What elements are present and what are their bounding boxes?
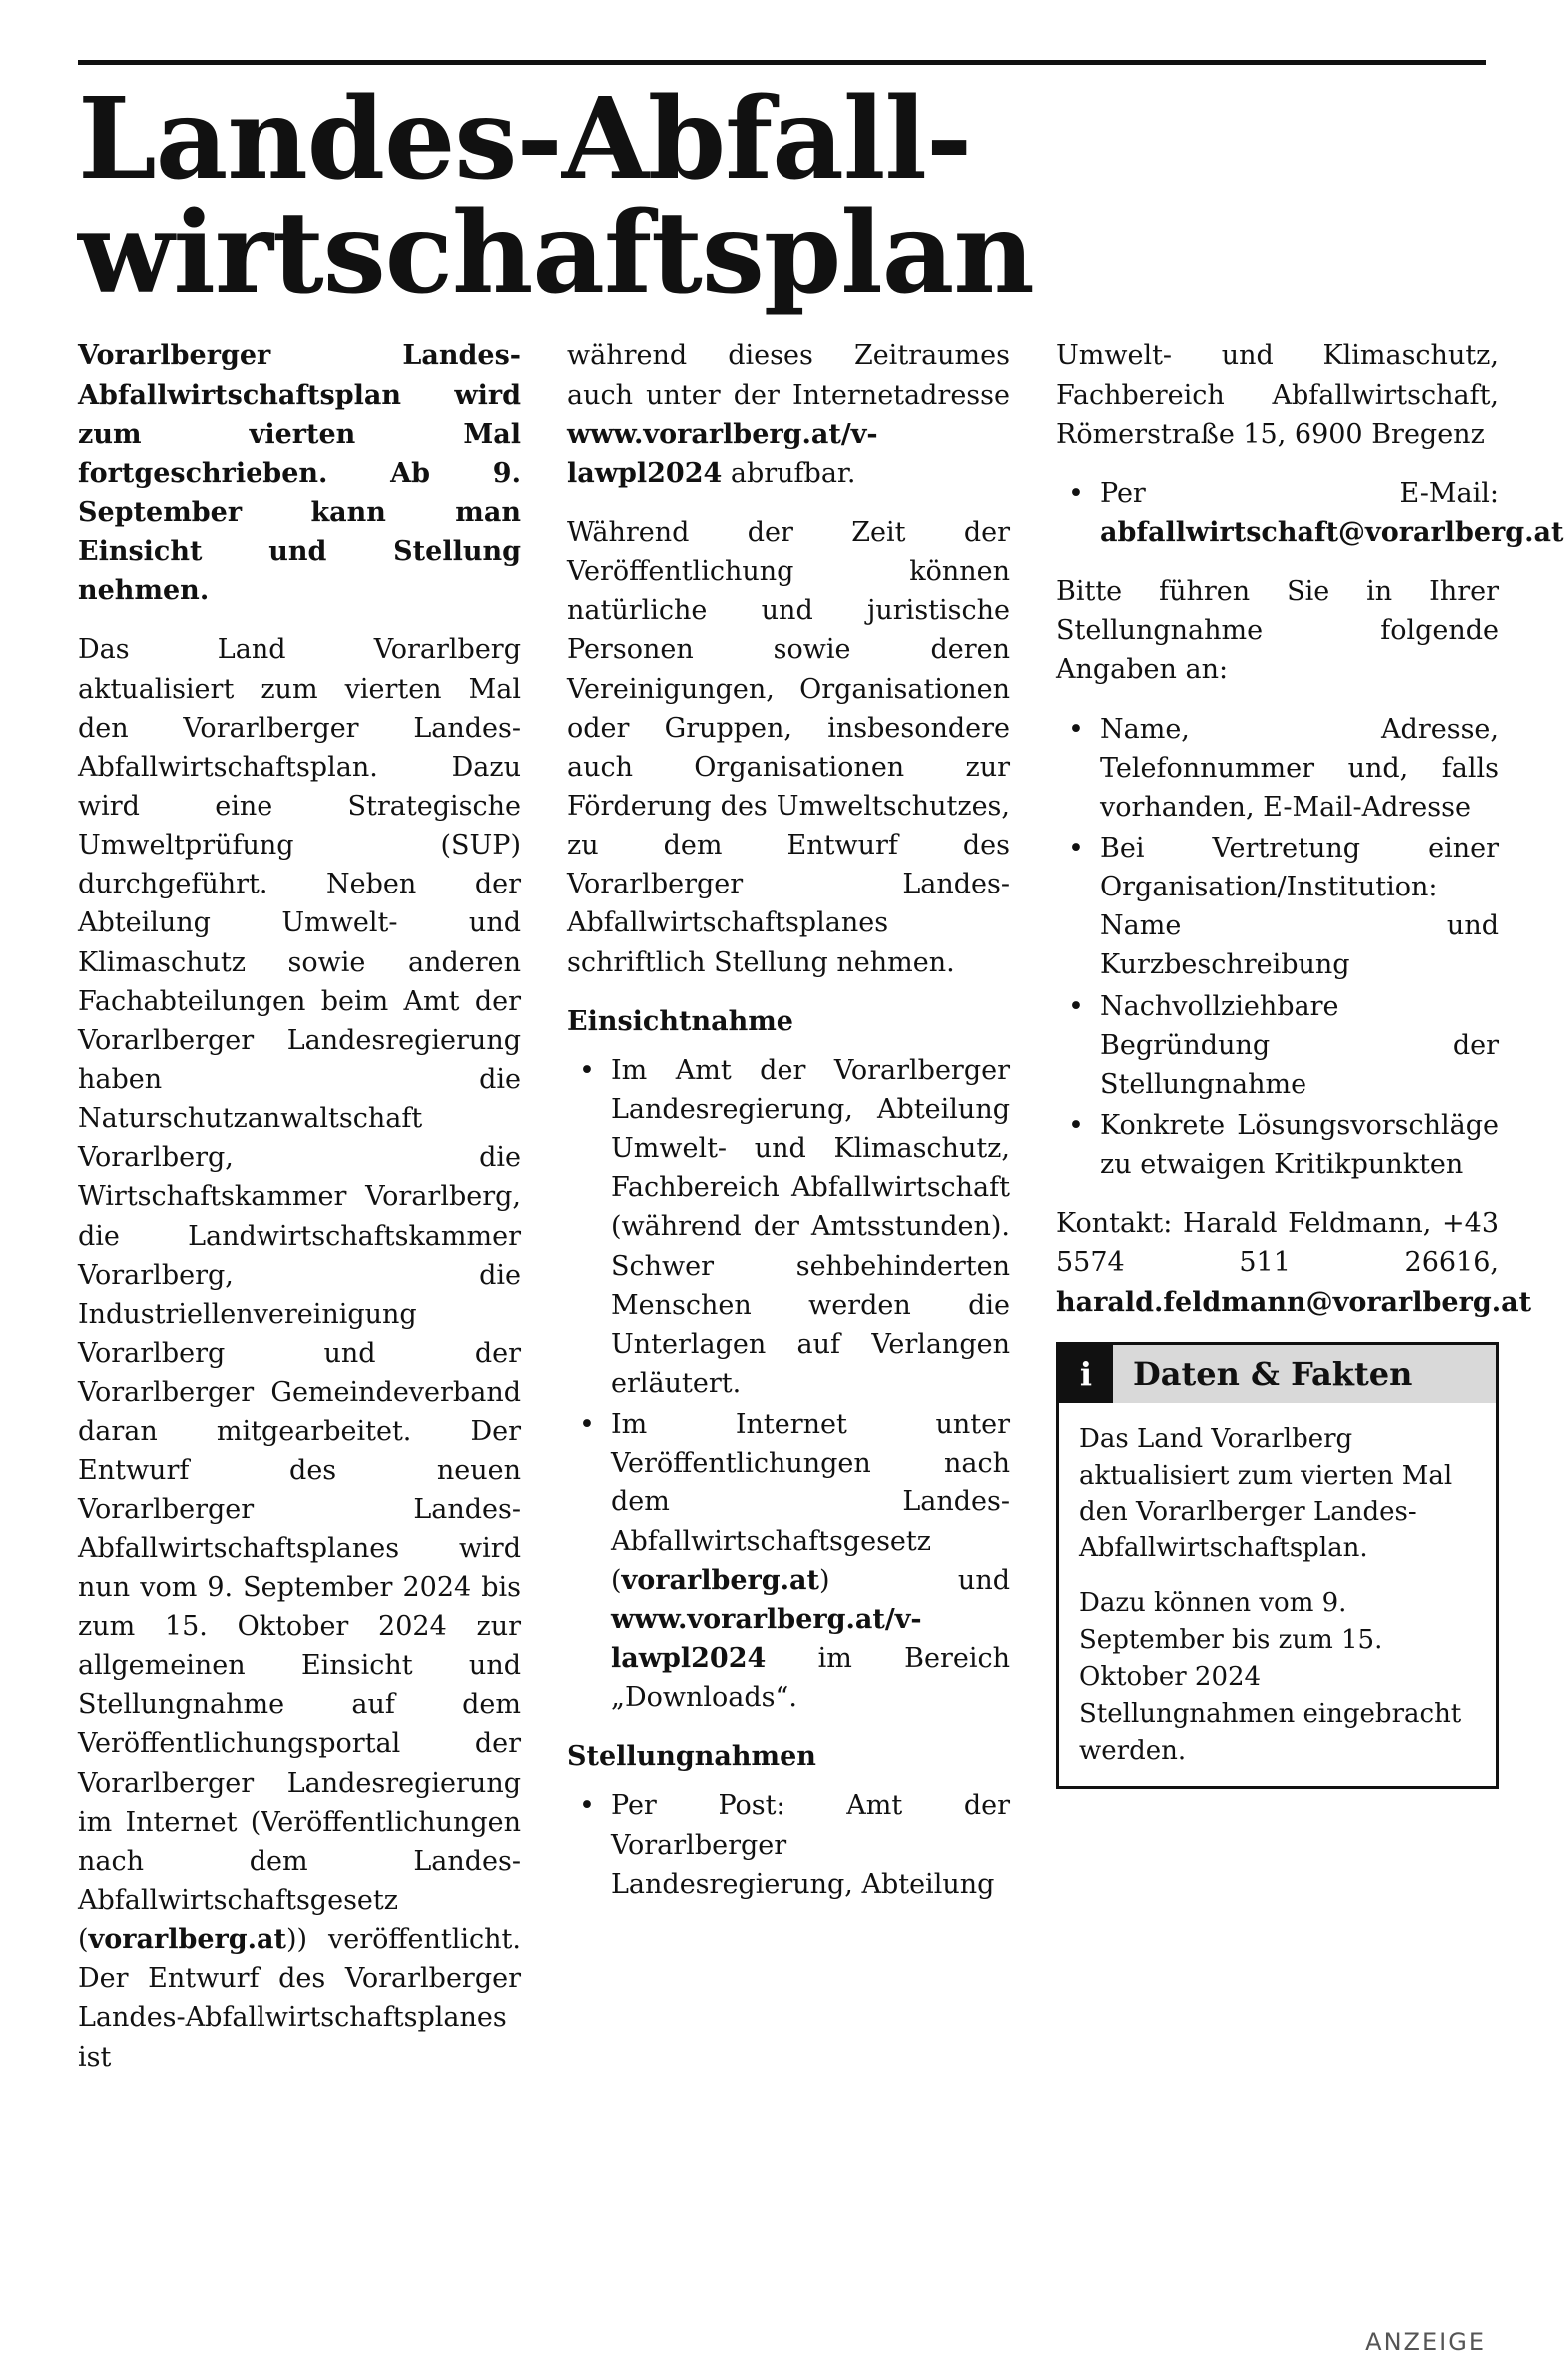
fact-box-paragraph-1: Das Land Vorarlberg aktualisiert zum vierten Mal den Vorarlberger Landes-Abfallwirtschaftsplan. — [1079, 1423, 1453, 1564]
fact-box — [1056, 1342, 1499, 1789]
fact-box-body — [1059, 1403, 1496, 1786]
contact-paragraph — [1056, 1204, 1532, 1321]
body-paragraph-2: Während der Zeit der Veröffentlichung können natürliche und juristische Personen sowie deren Vereinigungen, Organisationen oder Gruppen, insbesondere auch Organisationen zur Förderung des Umweltschutzes, zu dem Entwurf des Vorarlberger Landes-Abfallwirtschaftsplanes schriftlich Stellung nehmen. — [567, 517, 1010, 978]
body-paragraph-continued — [567, 336, 1010, 493]
link-vorarlberg-at[interactable]: vorarlberg.at — [621, 1564, 819, 1596]
anzeige-label: ANZEIGE — [1365, 2328, 1486, 2356]
list-item: • Bei Vertretung einer Organisation/Institution: Name und Kurzbeschreibung — [1056, 829, 1499, 985]
body-text-part-a: Das Land Vorarlberg aktualisiert zum vierten Mal den Vorarlberger Landes-Abfallwirtschaftsplan. Dazu wird eine Strategische Umweltprüfung (SUP) durchgeführt. Neben der Abteilung Umwelt- und Klimaschutz sowie anderen Fachabteilungen beim Amt der Vorarlberger Landesregierung haben die Naturschutzanwaltschaft Vorarlberg, die Wirtschaftskammer Vorarlberg, die Landwirtschaftskammer Vorarlberg, die Industriellenvereinigung Vorarlberg und der Vorarlberger Gemeindeverband daran mitgearbeitet. Der Entwurf des neuen Vorarlberger Landes-Abfallwirtschaftsplanes wird nun vom 9. September 2024 bis zum 15. Oktober 2024 zur allgemeinen Einsicht und Stellungnahme auf dem Veröffentlichungsportal der Vorarlberger Landesregierung im Internet (Veröffentlichungen nach dem Landes-Abfallwirtschaftsgesetz ( — [78, 634, 521, 1956]
list-item: • Nachvollziehbare Begründung der Stellungnahme — [1056, 987, 1499, 1104]
fact-box-title: Daten & Fakten — [1133, 1354, 1413, 1393]
info-icon: i — [1059, 1345, 1113, 1403]
list-item: • Per Post: Amt der Vorarlberger Landesregierung, Abteilung — [567, 1786, 1010, 1903]
fact-box-header — [1059, 1345, 1496, 1403]
list-item — [567, 1405, 1010, 1717]
column-1 — [78, 336, 521, 2095]
fact-box-paragraph-2: Dazu können vom 9. September bis zum 15. Oktober 2024 Stellungnahmen eingebracht werden. — [1079, 1588, 1462, 1766]
item-text-part-c: im Bereich „Downloads“. — [611, 1642, 1010, 1714]
email-harald-feldmann[interactable]: harald.feldmann@vorarlberg.at — [1056, 1286, 1532, 1318]
mail-label: Per E-Mail: — [1100, 477, 1499, 509]
stellungnahmen-list-continued — [1056, 474, 1564, 552]
angaben-intro: Bitte führen Sie in Ihrer Stellungnahme folgende Angaben an: — [1056, 576, 1499, 686]
list-item — [1056, 474, 1564, 552]
heading-einsichtnahme: Einsichtnahme — [567, 1005, 793, 1037]
contact-text: Kontakt: Harald Feldmann, +43 5574 511 26616, — [1056, 1208, 1499, 1279]
page-title-line-1: Landes-Abfall- — [78, 74, 972, 205]
list-item: • Name, Adresse, Telefonnummer und, falls vorhanden, E-Mail-Adresse — [1056, 710, 1499, 827]
item-text-part-a: Im Internet unter Veröffentlichungen nach dem Landes-Abfallwirtschaftsgesetz ( — [611, 1409, 1010, 1596]
email-abfallwirtschaft[interactable]: abfallwirtschaft@vorarlberg.at — [1100, 517, 1564, 549]
cont-text-part-a: während dieses Zeitraumes auch unter der Internetadresse — [567, 340, 1010, 411]
item-text-part-b: ) und — [818, 1564, 1010, 1596]
column-3 — [1056, 336, 1564, 1788]
cont-text-part-b: abrufbar. — [722, 457, 856, 489]
column-2 — [567, 336, 1010, 1923]
link-vlawpl2024[interactable]: www.vorarlberg.at/v-lawpl2024 — [567, 418, 878, 489]
angaben-list — [1056, 710, 1499, 1185]
page-title — [78, 74, 1486, 319]
einsichtnahme-list — [567, 1051, 1010, 1717]
body-paragraph-1 — [78, 630, 521, 2076]
list-item: • Konkrete Lösungsvorschläge zu etwaigen Kritikpunkten — [1056, 1106, 1499, 1184]
list-item: • Im Amt der Vorarlberger Landesregierung, Abteilung Umwelt- und Klimaschutz, Fachbereich Abfallwirtschaft (während der Amtsstunden). Schwer sehbehinderten Menschen werden die Unterlagen auf Verlangen erläutert. — [567, 1051, 1010, 1403]
page-title-line-2: wirtschaftsplan — [78, 188, 1034, 319]
body-text-part-b: )) veröffentlicht. Der Entwurf des Vorarlberger Landes-Abfallwirtschaftsplanes ist — [78, 1924, 521, 2073]
link-vlawpl2024[interactable]: www.vorarlberg.at/v-lawpl2024 — [611, 1603, 922, 1674]
lead-paragraph: Vorarlberger Landes-Abfallwirtschaftsplan wird zum vierten Mal fortgeschrieben. Ab 9. September kann man Einsicht und Stellung nehmen. — [78, 340, 521, 607]
top-rule — [78, 60, 1486, 65]
address-continued: Umwelt- und Klimaschutz, Fachbereich Abfallwirtschaft, Römerstraße 15, 6900 Bregenz — [1056, 340, 1499, 450]
heading-stellungnahmen: Stellungnahmen — [567, 1741, 816, 1773]
article-columns — [78, 336, 1564, 2095]
stellungnahmen-list — [567, 1786, 1010, 1903]
link-vorarlberg-at[interactable]: vorarlberg.at — [88, 1924, 286, 1956]
